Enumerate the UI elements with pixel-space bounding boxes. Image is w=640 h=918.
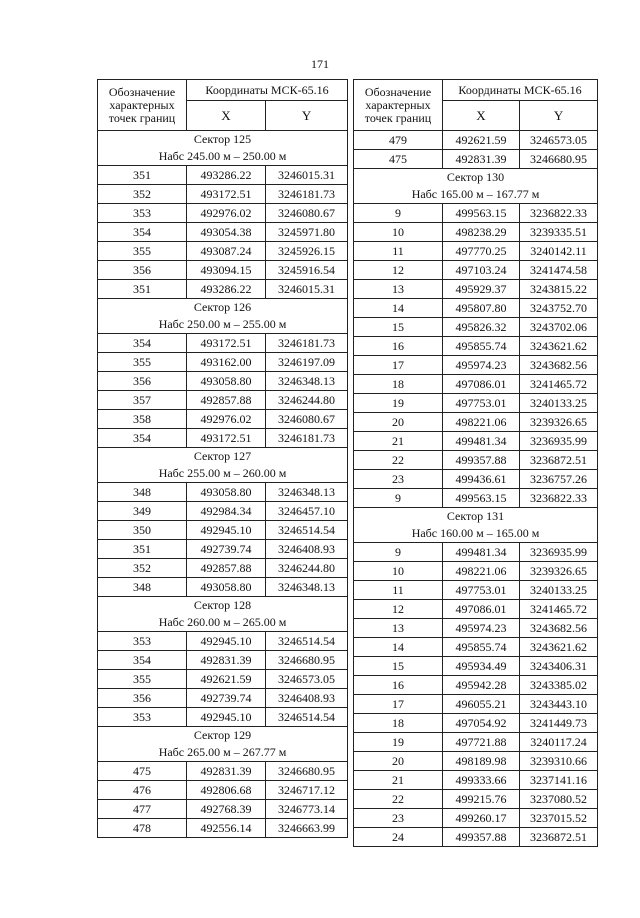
point-id-cell: 13 xyxy=(354,619,443,638)
x-coordinate-cell: 492739.74 xyxy=(187,540,266,559)
table-row xyxy=(354,150,598,169)
table-header xyxy=(98,80,348,131)
point-id-cell: 16 xyxy=(354,337,443,356)
y-coordinate-cell: 3243815.22 xyxy=(520,280,598,299)
page-number: 171 xyxy=(311,57,329,71)
point-id-cell: 18 xyxy=(354,714,443,733)
x-coordinate-cell: 493162.00 xyxy=(187,353,266,372)
table-row xyxy=(98,410,348,429)
y-coordinate-cell: 3246773.14 xyxy=(266,800,348,819)
table-row xyxy=(354,318,598,337)
table-row xyxy=(98,334,348,353)
point-id-cell: 348 xyxy=(98,578,187,597)
point-id-cell: 353 xyxy=(98,708,187,727)
x-coordinate-cell: 495826.32 xyxy=(443,318,520,337)
y-coordinate-cell: 3246015.31 xyxy=(266,166,348,185)
table-row xyxy=(354,451,598,470)
coordinates-header: Координаты МСК-65.16 xyxy=(443,80,598,101)
point-id-cell: 12 xyxy=(354,600,443,619)
table-row xyxy=(354,280,598,299)
x-coordinate-cell: 497103.24 xyxy=(443,261,520,280)
altitude-range-row xyxy=(98,148,348,166)
point-id-cell: 477 xyxy=(98,800,187,819)
x-coordinate-cell: 499260.17 xyxy=(443,809,520,828)
x-coordinate-cell: 497753.01 xyxy=(443,581,520,600)
y-coordinate-cell: 3236935.99 xyxy=(520,543,598,562)
point-id-cell: 17 xyxy=(354,695,443,714)
table-row xyxy=(354,581,598,600)
table-row xyxy=(98,521,348,540)
y-coordinate-cell: 3246348.13 xyxy=(266,578,348,597)
point-id-cell: 475 xyxy=(354,150,443,169)
x-coordinate-cell: 492945.10 xyxy=(187,521,266,540)
x-coordinate-cell: 493058.80 xyxy=(187,578,266,597)
y-coordinate-cell: 3239310.66 xyxy=(520,752,598,771)
point-id-cell: 351 xyxy=(98,166,187,185)
sector-title-row xyxy=(98,448,348,466)
table-row xyxy=(354,790,598,809)
point-id-cell: 354 xyxy=(98,651,187,670)
x-coordinate-cell: 493087.24 xyxy=(187,242,266,261)
table-row xyxy=(354,413,598,432)
sector-title-row xyxy=(98,131,348,149)
altitude-range-row xyxy=(98,744,348,762)
y-coordinate-cell: 3246457.10 xyxy=(266,502,348,521)
table-row xyxy=(354,432,598,451)
table-row xyxy=(354,299,598,318)
x-coordinate-cell: 499357.88 xyxy=(443,828,520,847)
x-coordinate-cell: 493286.22 xyxy=(187,280,266,299)
table-row xyxy=(98,223,348,242)
y-coordinate-cell: 3243752.70 xyxy=(520,299,598,318)
point-id-cell: 23 xyxy=(354,809,443,828)
table-row xyxy=(98,800,348,819)
point-id-cell: 351 xyxy=(98,280,187,299)
x-coordinate-cell: 492831.39 xyxy=(443,150,520,169)
table-row xyxy=(354,676,598,695)
y-coordinate-cell: 3246181.73 xyxy=(266,429,348,448)
y-coordinate-cell: 3243682.56 xyxy=(520,356,598,375)
y-coordinate-cell: 3243682.56 xyxy=(520,619,598,638)
point-id-cell: 10 xyxy=(354,223,443,242)
point-id-cell: 478 xyxy=(98,819,187,838)
point-id-cell: 479 xyxy=(354,131,443,150)
altitude-range: Набс 265.00 м – 267.77 м xyxy=(98,744,348,762)
x-coordinate-cell: 492976.02 xyxy=(187,204,266,223)
point-id-cell: 476 xyxy=(98,781,187,800)
x-coordinate-cell: 492945.10 xyxy=(187,632,266,651)
table-row xyxy=(98,689,348,708)
table-row xyxy=(354,733,598,752)
y-coordinate-cell: 3246015.31 xyxy=(266,280,348,299)
y-coordinate-cell: 3243621.62 xyxy=(520,337,598,356)
x-coordinate-cell: 495934.49 xyxy=(443,657,520,676)
x-coordinate-cell: 493094.15 xyxy=(187,261,266,280)
y-coordinate-cell: 3246514.54 xyxy=(266,632,348,651)
y-coordinate-cell: 3245916.54 xyxy=(266,261,348,280)
point-id-cell: 14 xyxy=(354,638,443,657)
point-id-cell: 348 xyxy=(98,483,187,502)
point-id-cell: 352 xyxy=(98,185,187,204)
table-row xyxy=(98,261,348,280)
table-row xyxy=(98,781,348,800)
altitude-range: Набс 245.00 м – 250.00 м xyxy=(98,148,348,166)
y-coordinate-cell: 3236822.33 xyxy=(520,204,598,223)
table-row xyxy=(354,752,598,771)
x-column-header: X xyxy=(443,101,520,131)
y-coordinate-cell: 3246348.13 xyxy=(266,483,348,502)
point-id-cell: 16 xyxy=(354,676,443,695)
x-coordinate-cell: 492976.02 xyxy=(187,410,266,429)
point-id-cell: 356 xyxy=(98,261,187,280)
point-id-cell: 18 xyxy=(354,375,443,394)
point-id-cell: 9 xyxy=(354,489,443,508)
x-coordinate-cell: 493172.51 xyxy=(187,185,266,204)
table-header xyxy=(354,80,598,131)
x-coordinate-cell: 498189.98 xyxy=(443,752,520,771)
x-coordinate-cell: 492945.10 xyxy=(187,708,266,727)
table-row xyxy=(98,372,348,391)
table-row xyxy=(354,337,598,356)
x-coordinate-cell: 498221.06 xyxy=(443,413,520,432)
point-id-cell: 355 xyxy=(98,670,187,689)
y-coordinate-cell: 3240142.11 xyxy=(520,242,598,261)
y-coordinate-cell: 3246680.95 xyxy=(520,150,598,169)
table-row xyxy=(354,771,598,790)
point-id-cell: 23 xyxy=(354,470,443,489)
point-id-cell: 352 xyxy=(98,559,187,578)
table-row xyxy=(98,559,348,578)
point-id-cell: 13 xyxy=(354,280,443,299)
y-coordinate-cell: 3246080.67 xyxy=(266,410,348,429)
sector-title-row xyxy=(98,597,348,615)
point-id-cell: 9 xyxy=(354,543,443,562)
y-coordinate-cell: 3241474.58 xyxy=(520,261,598,280)
sector-title: Сектор 130 xyxy=(354,169,598,187)
table-row xyxy=(98,204,348,223)
table-row xyxy=(354,714,598,733)
y-coordinate-cell: 3246680.95 xyxy=(266,762,348,781)
x-coordinate-cell: 495942.28 xyxy=(443,676,520,695)
table-row xyxy=(98,185,348,204)
x-coordinate-cell: 499333.66 xyxy=(443,771,520,790)
table-row xyxy=(98,819,348,838)
y-coordinate-cell: 3246181.73 xyxy=(266,334,348,353)
sector-title: Сектор 129 xyxy=(98,727,348,745)
x-coordinate-cell: 492621.59 xyxy=(187,670,266,689)
point-id-cell: 355 xyxy=(98,242,187,261)
y-coordinate-cell: 3246197.09 xyxy=(266,353,348,372)
x-coordinate-cell: 493286.22 xyxy=(187,166,266,185)
y-coordinate-cell: 3246663.99 xyxy=(266,819,348,838)
sector-title-row xyxy=(98,299,348,317)
sector-title-row xyxy=(354,508,598,526)
table-row xyxy=(98,429,348,448)
x-coordinate-cell: 493058.80 xyxy=(187,483,266,502)
y-coordinate-cell: 3241465.72 xyxy=(520,375,598,394)
x-coordinate-cell: 499563.15 xyxy=(443,204,520,223)
y-coordinate-cell: 3241449.73 xyxy=(520,714,598,733)
y-coordinate-cell: 3236872.51 xyxy=(520,828,598,847)
table-body xyxy=(354,131,598,847)
x-coordinate-cell: 493054.38 xyxy=(187,223,266,242)
designation-header: Обозначение характерных точек границ xyxy=(354,80,443,131)
x-coordinate-cell: 497753.01 xyxy=(443,394,520,413)
x-coordinate-cell: 495855.74 xyxy=(443,638,520,657)
point-id-cell: 358 xyxy=(98,410,187,429)
x-coordinate-cell: 499563.15 xyxy=(443,489,520,508)
table-row xyxy=(354,638,598,657)
x-coordinate-cell: 492739.74 xyxy=(187,689,266,708)
y-coordinate-cell: 3246408.93 xyxy=(266,540,348,559)
y-coordinate-cell: 3239335.51 xyxy=(520,223,598,242)
point-id-cell: 351 xyxy=(98,540,187,559)
table-row xyxy=(354,261,598,280)
altitude-range-row xyxy=(354,186,598,204)
x-coordinate-cell: 497721.88 xyxy=(443,733,520,752)
point-id-cell: 11 xyxy=(354,581,443,600)
table-row xyxy=(98,242,348,261)
x-coordinate-cell: 492556.14 xyxy=(187,819,266,838)
table-row xyxy=(98,670,348,689)
x-coordinate-cell: 495855.74 xyxy=(443,337,520,356)
table-row xyxy=(354,543,598,562)
x-coordinate-cell: 492984.34 xyxy=(187,502,266,521)
x-coordinate-cell: 499215.76 xyxy=(443,790,520,809)
table-row xyxy=(354,600,598,619)
point-id-cell: 17 xyxy=(354,356,443,375)
table-row xyxy=(98,762,348,781)
x-coordinate-cell: 499481.34 xyxy=(443,543,520,562)
altitude-range: Набс 165.00 м – 167.77 м xyxy=(354,186,598,204)
point-id-cell: 356 xyxy=(98,689,187,708)
table-row xyxy=(98,391,348,410)
point-id-cell: 10 xyxy=(354,562,443,581)
table-row xyxy=(98,632,348,651)
point-id-cell: 15 xyxy=(354,657,443,676)
point-id-cell: 11 xyxy=(354,242,443,261)
x-coordinate-cell: 492621.59 xyxy=(443,131,520,150)
y-coordinate-cell: 3243443.10 xyxy=(520,695,598,714)
y-coordinate-cell: 3245926.15 xyxy=(266,242,348,261)
y-coordinate-cell: 3240117.24 xyxy=(520,733,598,752)
altitude-range-row xyxy=(98,316,348,334)
point-id-cell: 357 xyxy=(98,391,187,410)
point-id-cell: 22 xyxy=(354,451,443,470)
altitude-range-row xyxy=(98,465,348,483)
table-row xyxy=(354,375,598,394)
point-id-cell: 353 xyxy=(98,632,187,651)
table-row xyxy=(354,619,598,638)
table-row xyxy=(98,578,348,597)
table-row xyxy=(354,394,598,413)
y-coordinate-cell: 3237080.52 xyxy=(520,790,598,809)
coordinates-header: Координаты МСК-65.16 xyxy=(187,80,348,101)
table-row xyxy=(98,166,348,185)
y-coordinate-cell: 3246244.80 xyxy=(266,391,348,410)
table-row xyxy=(354,695,598,714)
x-coordinate-cell: 492857.88 xyxy=(187,391,266,410)
y-coordinate-cell: 3246573.05 xyxy=(520,131,598,150)
point-id-cell: 355 xyxy=(98,353,187,372)
table-row xyxy=(354,223,598,242)
y-coordinate-cell: 3243385.02 xyxy=(520,676,598,695)
point-id-cell: 19 xyxy=(354,394,443,413)
point-id-cell: 21 xyxy=(354,432,443,451)
point-id-cell: 14 xyxy=(354,299,443,318)
table-row xyxy=(354,657,598,676)
altitude-range: Набс 260.00 м – 265.00 м xyxy=(98,614,348,632)
point-id-cell: 354 xyxy=(98,334,187,353)
x-coordinate-cell: 498221.06 xyxy=(443,562,520,581)
y-coordinate-cell: 3239326.65 xyxy=(520,413,598,432)
y-coordinate-cell: 3243702.06 xyxy=(520,318,598,337)
x-coordinate-cell: 495974.23 xyxy=(443,619,520,638)
x-coordinate-cell: 493058.80 xyxy=(187,372,266,391)
x-coordinate-cell: 493172.51 xyxy=(187,429,266,448)
altitude-range: Набс 160.00 м – 165.00 м xyxy=(354,525,598,543)
y-coordinate-cell: 3236935.99 xyxy=(520,432,598,451)
y-coordinate-cell: 3246181.73 xyxy=(266,185,348,204)
table-row xyxy=(98,502,348,521)
point-id-cell: 356 xyxy=(98,372,187,391)
y-coordinate-cell: 3239326.65 xyxy=(520,562,598,581)
coordinates-table-left xyxy=(97,79,348,838)
y-coordinate-cell: 3236757.26 xyxy=(520,470,598,489)
y-coordinate-cell: 3240133.25 xyxy=(520,581,598,600)
y-coordinate-cell: 3246244.80 xyxy=(266,559,348,578)
designation-header: Обозначение характерных точек границ xyxy=(98,80,187,131)
y-coordinate-cell: 3246408.93 xyxy=(266,689,348,708)
table-row xyxy=(354,489,598,508)
point-id-cell: 354 xyxy=(98,429,187,448)
y-column-header: Y xyxy=(520,101,598,131)
table-row xyxy=(354,828,598,847)
altitude-range-row xyxy=(98,614,348,632)
point-id-cell: 21 xyxy=(354,771,443,790)
x-coordinate-cell: 493172.51 xyxy=(187,334,266,353)
x-coordinate-cell: 495929.37 xyxy=(443,280,520,299)
sector-title: Сектор 126 xyxy=(98,299,348,317)
y-coordinate-cell: 3246348.13 xyxy=(266,372,348,391)
y-column-header: Y xyxy=(266,101,348,131)
y-coordinate-cell: 3246717.12 xyxy=(266,781,348,800)
point-id-cell: 19 xyxy=(354,733,443,752)
table-row xyxy=(354,562,598,581)
coordinates-table-right xyxy=(353,79,598,847)
x-coordinate-cell: 497086.01 xyxy=(443,600,520,619)
x-coordinate-cell: 496055.21 xyxy=(443,695,520,714)
y-coordinate-cell: 3246514.54 xyxy=(266,521,348,540)
altitude-range-row xyxy=(354,525,598,543)
point-id-cell: 354 xyxy=(98,223,187,242)
point-id-cell: 15 xyxy=(354,318,443,337)
x-coordinate-cell: 492857.88 xyxy=(187,559,266,578)
x-coordinate-cell: 492831.39 xyxy=(187,651,266,670)
point-id-cell: 9 xyxy=(354,204,443,223)
table-row xyxy=(354,470,598,489)
table-row xyxy=(354,131,598,150)
table-row xyxy=(98,708,348,727)
x-coordinate-cell: 492768.39 xyxy=(187,800,266,819)
point-id-cell: 24 xyxy=(354,828,443,847)
sector-title-row xyxy=(354,169,598,187)
table-row xyxy=(354,356,598,375)
y-coordinate-cell: 3243621.62 xyxy=(520,638,598,657)
sector-title: Сектор 128 xyxy=(98,597,348,615)
table-row xyxy=(98,540,348,559)
x-coordinate-cell: 495974.23 xyxy=(443,356,520,375)
table-row xyxy=(98,353,348,372)
table-row xyxy=(354,204,598,223)
x-coordinate-cell: 495807.80 xyxy=(443,299,520,318)
y-coordinate-cell: 3246080.67 xyxy=(266,204,348,223)
y-coordinate-cell: 3241465.72 xyxy=(520,600,598,619)
sector-title: Сектор 127 xyxy=(98,448,348,466)
y-coordinate-cell: 3237015.52 xyxy=(520,809,598,828)
x-coordinate-cell: 492806.68 xyxy=(187,781,266,800)
y-coordinate-cell: 3246680.95 xyxy=(266,651,348,670)
y-coordinate-cell: 3246514.54 xyxy=(266,708,348,727)
altitude-range: Набс 255.00 м – 260.00 м xyxy=(98,465,348,483)
x-coordinate-cell: 499436.61 xyxy=(443,470,520,489)
x-coordinate-cell: 497054.92 xyxy=(443,714,520,733)
point-id-cell: 20 xyxy=(354,413,443,432)
x-coordinate-cell: 492831.39 xyxy=(187,762,266,781)
point-id-cell: 353 xyxy=(98,204,187,223)
x-coordinate-cell: 499481.34 xyxy=(443,432,520,451)
y-coordinate-cell: 3246573.05 xyxy=(266,670,348,689)
y-coordinate-cell: 3236822.33 xyxy=(520,489,598,508)
x-coordinate-cell: 498238.29 xyxy=(443,223,520,242)
table-row xyxy=(354,242,598,261)
table-body xyxy=(98,131,348,838)
y-coordinate-cell: 3243406.31 xyxy=(520,657,598,676)
point-id-cell: 349 xyxy=(98,502,187,521)
sector-title: Сектор 131 xyxy=(354,508,598,526)
y-coordinate-cell: 3245971.80 xyxy=(266,223,348,242)
x-column-header: X xyxy=(187,101,266,131)
point-id-cell: 22 xyxy=(354,790,443,809)
y-coordinate-cell: 3236872.51 xyxy=(520,451,598,470)
sector-title-row xyxy=(98,727,348,745)
table-row xyxy=(98,651,348,670)
x-coordinate-cell: 497086.01 xyxy=(443,375,520,394)
point-id-cell: 20 xyxy=(354,752,443,771)
x-coordinate-cell: 499357.88 xyxy=(443,451,520,470)
point-id-cell: 475 xyxy=(98,762,187,781)
table-row xyxy=(98,483,348,502)
y-coordinate-cell: 3237141.16 xyxy=(520,771,598,790)
table-row xyxy=(354,809,598,828)
sector-title: Сектор 125 xyxy=(98,131,348,149)
table-row xyxy=(98,280,348,299)
y-coordinate-cell: 3240133.25 xyxy=(520,394,598,413)
point-id-cell: 12 xyxy=(354,261,443,280)
point-id-cell: 350 xyxy=(98,521,187,540)
altitude-range: Набс 250.00 м – 255.00 м xyxy=(98,316,348,334)
x-coordinate-cell: 497770.25 xyxy=(443,242,520,261)
